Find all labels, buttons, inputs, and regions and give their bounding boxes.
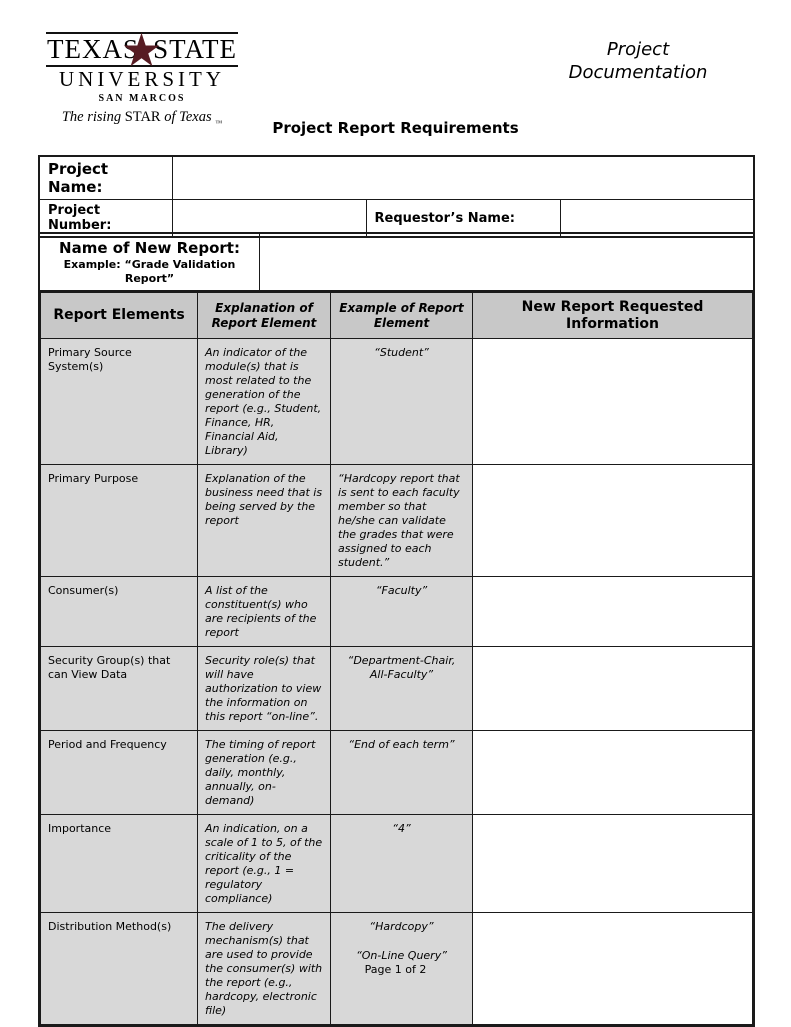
table-row [41, 465, 753, 577]
document-type-heading: Project Documentation [568, 39, 708, 83]
requested-info-field[interactable] [473, 577, 753, 647]
report-element-cell: Importance [41, 815, 198, 913]
requestor-name-label: Requestor’s Name: [366, 200, 560, 238]
project-name-row [39, 156, 754, 200]
explanation-cell: Explanation of the business need that is being served by the report [198, 465, 331, 577]
page-number: Page 1 of 2 [364, 963, 427, 976]
report-requirements-section [38, 232, 755, 1027]
example-text: “Hardcopy” [369, 920, 434, 933]
example-text: “Department-Chair, All-Faculty” [347, 654, 456, 681]
logo-wordmark: TEXAS ★ STATE [47, 22, 237, 77]
logo-university: UNIVERSITY [59, 67, 225, 91]
example-cell [331, 339, 473, 465]
report-name-field[interactable] [260, 234, 753, 290]
report-elements-table [40, 292, 753, 1025]
report-name-label-cell [40, 234, 260, 290]
example-cell [331, 465, 473, 577]
example-text: “4” [392, 822, 411, 835]
example-text: “On-Line Query” [356, 949, 447, 962]
table-row [41, 647, 753, 731]
report-element-cell: Security Group(s) that can View Data [41, 647, 198, 731]
table-row [41, 577, 753, 647]
logo-tagline: The rising STAR of Texas $_™$ [61, 109, 223, 127]
university-logo [46, 22, 238, 127]
col-new-report-requested: New Report Requested Information [473, 293, 753, 339]
example-text: “Hardcopy report that is sent to each faculty member so that he/she can validate the grades that were assigned to each student.” [338, 472, 460, 569]
example-cell [331, 815, 473, 913]
explanation-cell: An indicator of the module(s) that is most related to the generation of the report (e.g., Student, Finance, HR, Financial Aid, Library) [198, 339, 331, 465]
project-info-table [38, 155, 755, 238]
col-report-elements: Report Elements [41, 293, 198, 339]
report-element-cell: Primary Purpose [41, 465, 198, 577]
requested-info-field[interactable] [473, 339, 753, 465]
example-cell [331, 577, 473, 647]
report-element-cell: Distribution Method(s) [41, 913, 198, 1025]
logo-word-state: STATE [153, 34, 237, 64]
col-example: Example of Report Element [331, 293, 473, 339]
explanation-cell: An indication, on a scale of 1 to 5, of the criticality of the report (e.g., 1 = regulatory compliance) [198, 815, 331, 913]
example-text: “Faculty” [375, 584, 428, 597]
logo-word-texas: TEXAS [47, 34, 139, 64]
explanation-cell: Security role(s) that will have authorization to view the information on this report “on-line”. [198, 647, 331, 731]
requested-info-field[interactable] [473, 815, 753, 913]
project-number-label: Project Number: [39, 200, 172, 238]
report-element-cell: Consumer(s) [41, 577, 198, 647]
example-text: “Student” [374, 346, 429, 359]
table-header-row [41, 293, 753, 339]
report-name-example: Example: “Grade Validation Report” [63, 258, 236, 285]
report-table-body [41, 339, 753, 1025]
requested-info-field[interactable] [473, 465, 753, 577]
example-cell [331, 647, 473, 731]
table-row [41, 731, 753, 815]
explanation-cell: A list of the constituent(s) who are recipients of the report [198, 577, 331, 647]
table-row [41, 815, 753, 913]
explanation-cell: The delivery mechanism(s) that are used to provide the consumer(s) with the report (e.g., hardcopy, electronic file) [198, 913, 331, 1025]
page-title: Project Report Requirements [272, 119, 519, 137]
trademark-symbol: ™ [215, 118, 223, 127]
report-element-cell: Primary Source System(s) [41, 339, 198, 465]
project-name-field[interactable] [172, 156, 754, 200]
project-name-label: Project Name: [39, 156, 172, 200]
explanation-cell: The timing of report generation (e.g., daily, monthly, annually, on-demand) [198, 731, 331, 815]
requested-info-field[interactable] [473, 731, 753, 815]
report-name-label: Name of New Report: [59, 239, 240, 257]
report-element-cell: Period and Frequency [41, 731, 198, 815]
col-explanation: Explanation of Report Element [198, 293, 331, 339]
requested-info-field[interactable] [473, 647, 753, 731]
example-cell [331, 731, 473, 815]
table-row [41, 339, 753, 465]
report-name-row [40, 234, 753, 292]
example-text: “End of each term” [348, 738, 455, 751]
logo-san-marcos: SAN MARCOS [98, 93, 186, 104]
